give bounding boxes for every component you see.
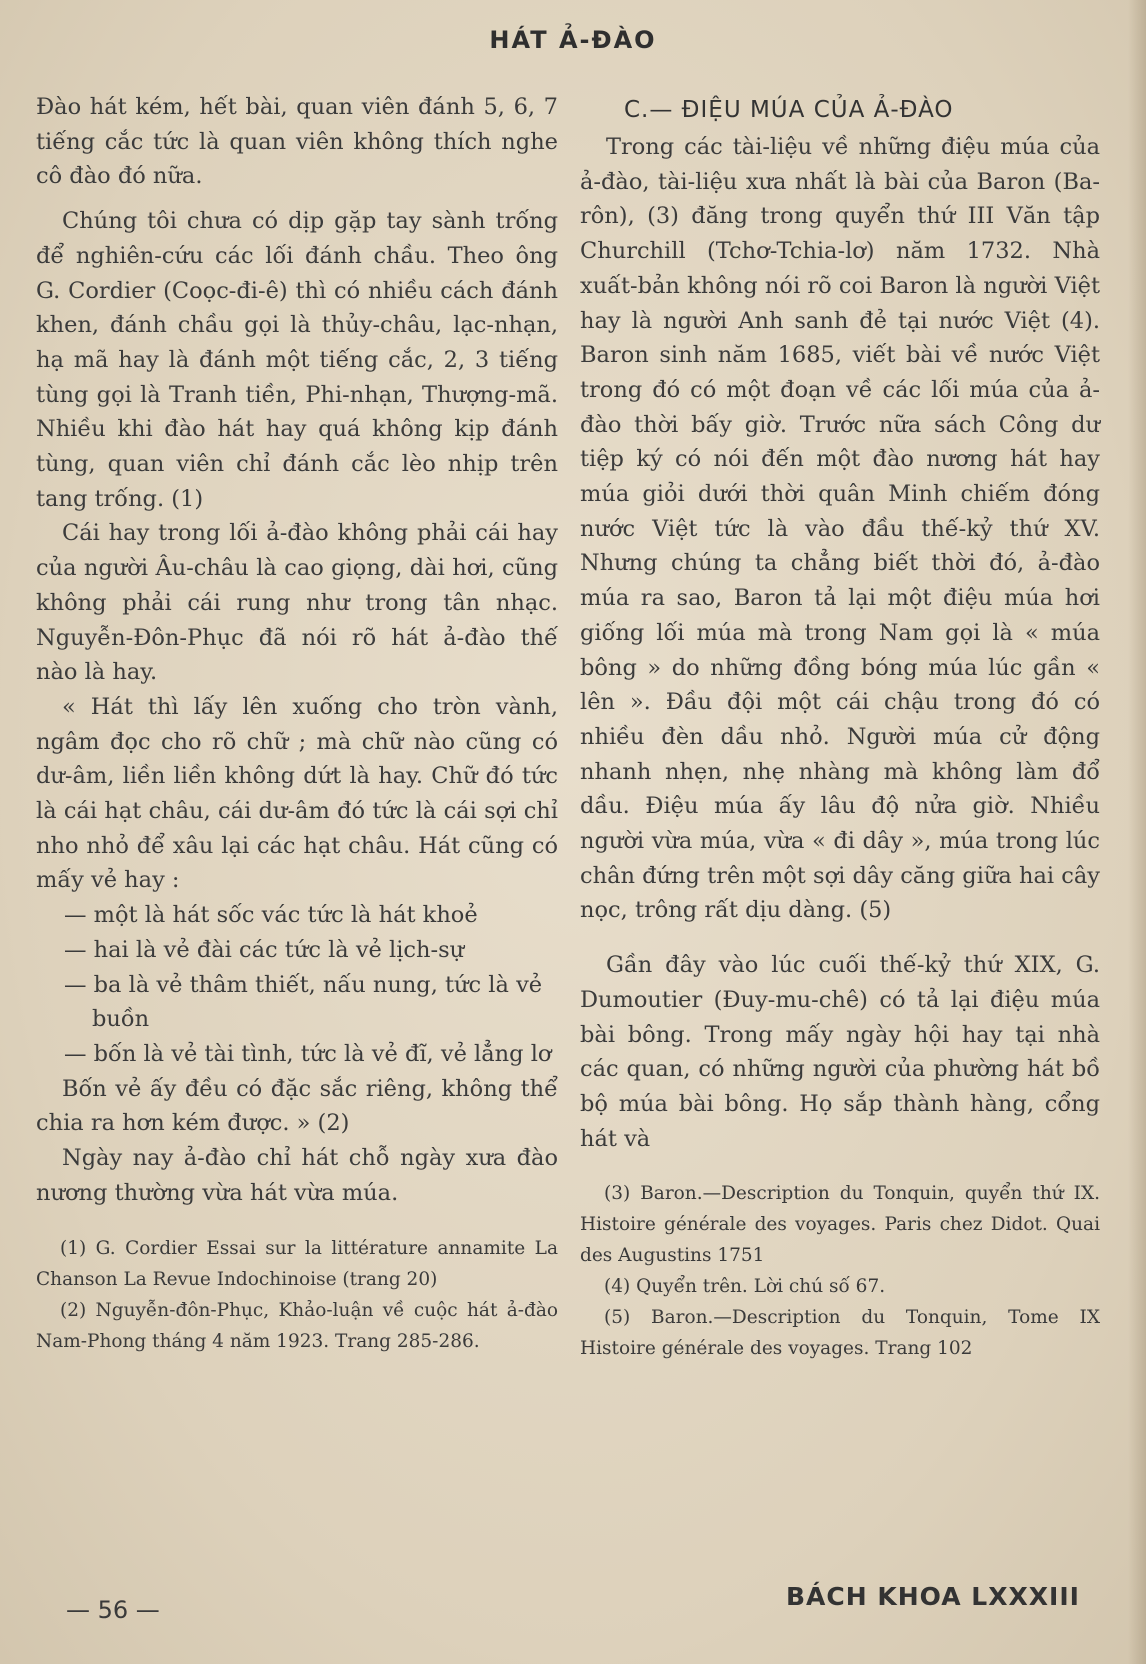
left-column	[36, 90, 558, 1357]
magazine-name: BÁCH KHOA LXXXIII	[786, 1582, 1080, 1611]
footnote: (5) Baron.—Description du Tonquin, Tome IX Histoire générale des voyages. Trang 102	[580, 1307, 1100, 1360]
paragraph: Cái hay trong lối ả-đào không phải cái hay của người Âu-châu là cao giọng, dài hơi, cũng không phải cái rung như trong tân nhạc. Nguyễn-Đôn-Phục đã nói rõ hát ả-đào thế nào là hay.	[36, 520, 558, 686]
list-item: — một là hát sốc vác tức là hát khoẻ	[64, 902, 478, 929]
page-number: — 56 —	[66, 1596, 160, 1624]
running-head: HÁT Ả-ĐÀO	[489, 26, 657, 54]
paragraph: Trong các tài-liệu về những điệu múa của ả-đào, tài-liệu xưa nhất là bài của Baron (Ba-rôn), (3) đăng trong quyển thứ III Văn tập Churchill (Tchơ-Tchia-lơ) năm 1732. Nhà xuất-bản không nói rõ coi Baron là người Việt hay là người Anh sanh đẻ tại nước Việt (4). Baron sinh năm 1685, viết bài về nước Việt trong đó có một đoạn về các lối múa của ả-đào thời bấy giờ. Trước nữa sách Công dư tiệp ký có nói đến một đào nương hát hay múa giỏi dưới thời quân Minh chiếm đóng nước Việt tức là vào đầu thế-kỷ thứ XV. Nhưng chúng ta chẳng biết thời đó, ả-đào múa ra sao, Baron tả lại một điệu múa hơi giống lối múa mà trong Nam gọi là « múa bông » do những đồng bóng múa lúc gần « lên ». Đầu đội một cái chậu trong đó có nhiều đèn dầu nhỏ. Người múa cử động nhanh nhẹn, nhẹ nhàng mà không làm đổ dầu. Điệu múa ấy lâu độ nửa giờ. Nhiều người vừa múa, vừa « đi dây », múa trong lúc chân đứng trên một sợi dây căng giữa hai cây nọc, trông rất dịu dàng. (5)	[580, 134, 1100, 924]
list-item: — ba là vẻ thâm thiết, nấu nung, tức là vẻ buồn	[64, 971, 543, 1033]
footnote: (3) Baron.—Description du Tonquin, quyển thứ IX. Histoire générale des voyages. Paris chez Didot. Quai des Augustins 1751	[580, 1183, 1100, 1267]
section-title: C.— ĐIỆU MÚA CỦA Ả-ĐÀO	[624, 97, 954, 123]
quality-list	[36, 898, 558, 1072]
binding-shadow	[1128, 0, 1146, 1664]
left-footnotes	[36, 1233, 558, 1357]
paragraph: Chúng tôi chưa có dịp gặp tay sành trống để nghiên-cứu các lối đánh chầu. Theo ông G. Cordier (Coọc-đi-ê) thì có nhiều cách đánh khen, đánh chầu gọi là thủy-châu, lạc-nhạn, hạ mã hay là đánh một tiếng cắc, 2, 3 tiếng tùng gọi là Tranh tiền, Phi-nhạn, Thượng-mã. Nhiều khi đào hát hay quá không kịp đánh tùng, quan viên chỉ đánh cắc lèo nhịp trên tang trống. (1)	[36, 208, 558, 512]
list-item: — hai là vẻ đài các tức là vẻ lịch-sự	[64, 936, 465, 963]
paragraph: Gần đây vào lúc cuối thế-kỷ thứ XIX, G. Dumoutier (Đuy-mu-chê) có tả lại điệu múa bài bông. Trong mấy ngày hội hay tại nhà các quan, có những người của phường hát bồ bộ múa bài bông. Họ sắp thành hàng, cổng hát và	[580, 952, 1100, 1152]
paragraph: Đào hát kém, hết bài, quan viên đánh 5, 6, 7 tiếng cắc tức là quan viên không thích nghe cô đào đó nữa.	[36, 94, 558, 190]
right-column	[580, 90, 1100, 1364]
list-item: — bốn là vẻ tài tình, tức là vẻ đĩ, vẻ lẳng lơ	[64, 1040, 552, 1067]
footnote: (4) Quyển trên. Lời chú số 67.	[604, 1276, 886, 1298]
quote-paragraph: « Hát thì lấy lên xuống cho tròn vành, ngâm đọc cho rõ chữ ; mà chữ nào cũng có dư-âm, liền liền không dứt là hay. Chữ đó tức là cái hạt châu, cái dư-âm đó tức là cái sợi chỉ nho nhỏ để xâu lại các hạt châu. Hát cũng có mấy vẻ hay :	[36, 693, 558, 894]
right-footnotes	[580, 1178, 1100, 1364]
paragraph: Bốn vẻ ấy đều có đặc sắc riêng, không thể chia ra hơn kém được. » (2)	[36, 1075, 558, 1137]
footnote: (2) Nguyễn-đôn-Phục, Khảo-luận về cuộc hát ả-đào Nam-Phong tháng 4 năm 1923. Trang 285-286.	[36, 1299, 558, 1352]
footnote: (1) G. Cordier Essai sur la littérature annamite La Chanson La Revue Indochinoise (trang 20)	[36, 1237, 558, 1290]
paragraph: Ngày nay ả-đào chỉ hát chỗ ngày xưa đào nương thường vừa hát vừa múa.	[36, 1145, 558, 1206]
